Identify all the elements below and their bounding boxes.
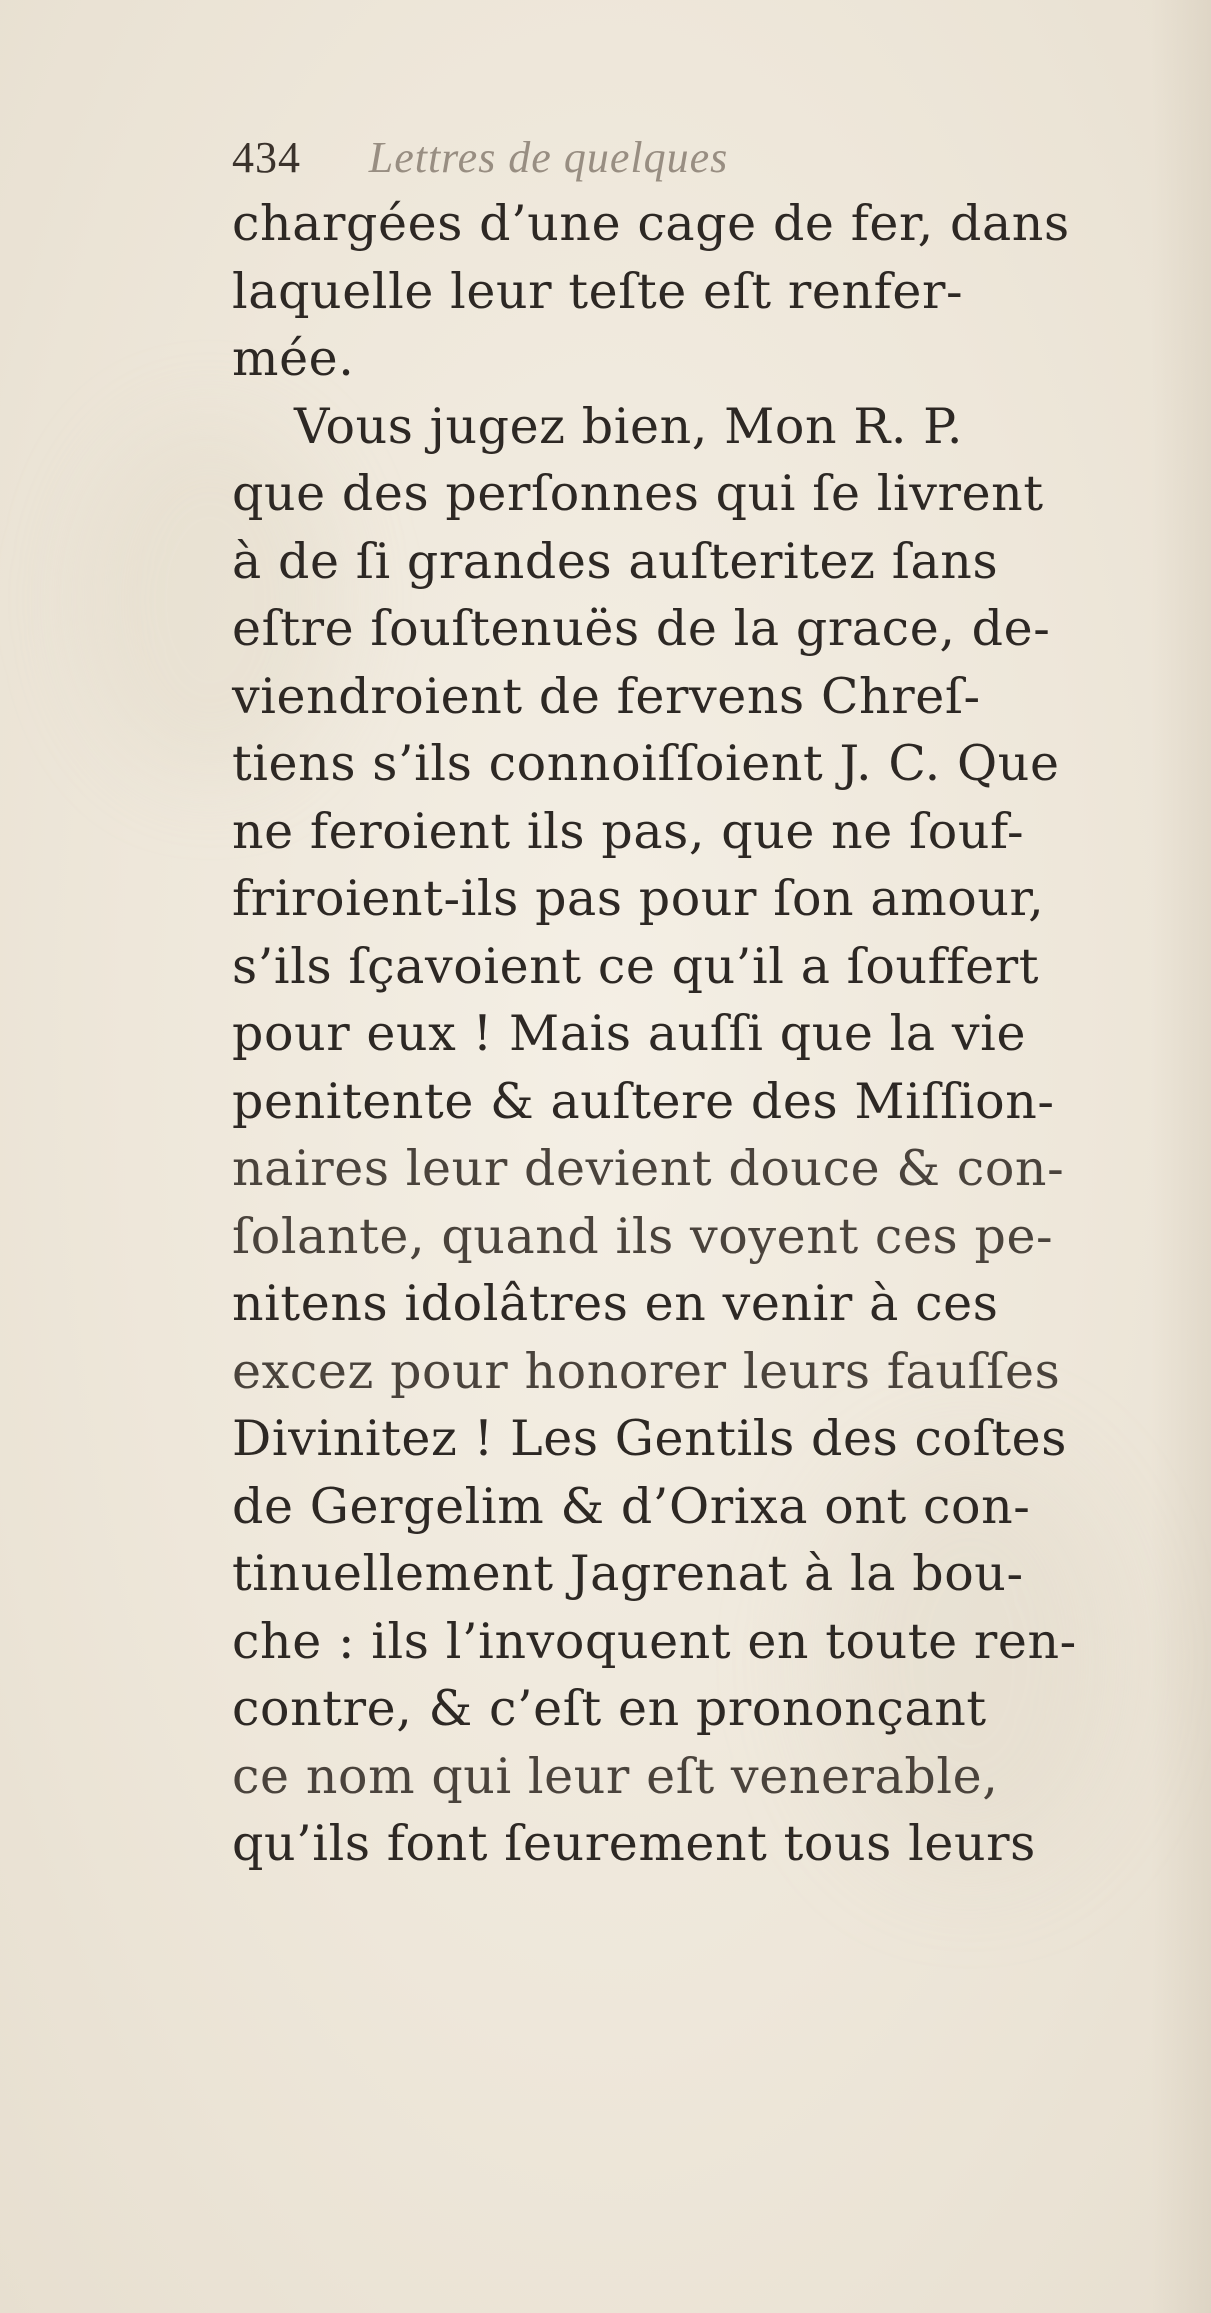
text-line: que des perſonnes qui ſe livrent — [232, 465, 1044, 522]
text-line: nitens idolâtres en venir à ces — [232, 1275, 999, 1332]
text-line: tinuellement Jagrenat à la bou- — [232, 1545, 1024, 1602]
text-line: eſtre ſouſtenuës de la grace, de- — [232, 600, 1051, 657]
text-line: tiens s’ils connoiſſoient J. C. Que — [232, 735, 1060, 792]
text-line: excez pour honorer leurs fauſſes — [232, 1342, 1061, 1400]
text-line: ce nom qui leur eſt venerable, — [232, 1747, 999, 1805]
text-line: che : ils l’invoquent en toute ren- — [232, 1612, 1077, 1670]
text-line: chargées d’une cage de fer, dans — [232, 195, 1070, 252]
page-edge-shadow — [1151, 0, 1211, 2313]
text-line: naires leur devient douce & con- — [232, 1140, 1065, 1197]
text-line: laquelle leur teſte eſt renfer- — [232, 262, 964, 320]
text-line: mée. — [232, 330, 355, 387]
text-line: ſolante, quand ils voyent ces pe- — [232, 1207, 1054, 1265]
text-line: friroient-ils pas pour ſon amour, — [232, 870, 1045, 927]
text-line: penitente & auſtere des Miſſion- — [232, 1072, 1055, 1130]
text-line: s’ils ſçavoient ce qu’il a ſouffert — [232, 937, 1040, 995]
text-line: viendroient de fervens Chreſ- — [232, 667, 981, 725]
page-number: 434 — [232, 133, 301, 182]
text-line: de Gergelim & d’Orixa ont con- — [232, 1477, 1031, 1535]
text-line: ne feroient ils pas, que ne ſouf- — [232, 802, 1025, 860]
text-line: Divinitez ! Les Gentils des coſtes — [232, 1410, 1068, 1467]
paragraph-start-line: Vous jugez bien, Mon R. P. — [294, 397, 963, 455]
body-text — [232, 190, 1162, 1878]
running-header — [232, 128, 1132, 188]
text-line: contre, & c’eſt en prononçant — [232, 1680, 987, 1737]
text-line: à de ſi grandes auſteritez ſans — [232, 532, 999, 590]
running-title: Lettres de quelques — [368, 133, 729, 182]
text-line: qu’ils font ſeurement tous leurs — [232, 1815, 1036, 1872]
text-line: pour eux ! Mais auſſi que la vie — [232, 1005, 1027, 1062]
